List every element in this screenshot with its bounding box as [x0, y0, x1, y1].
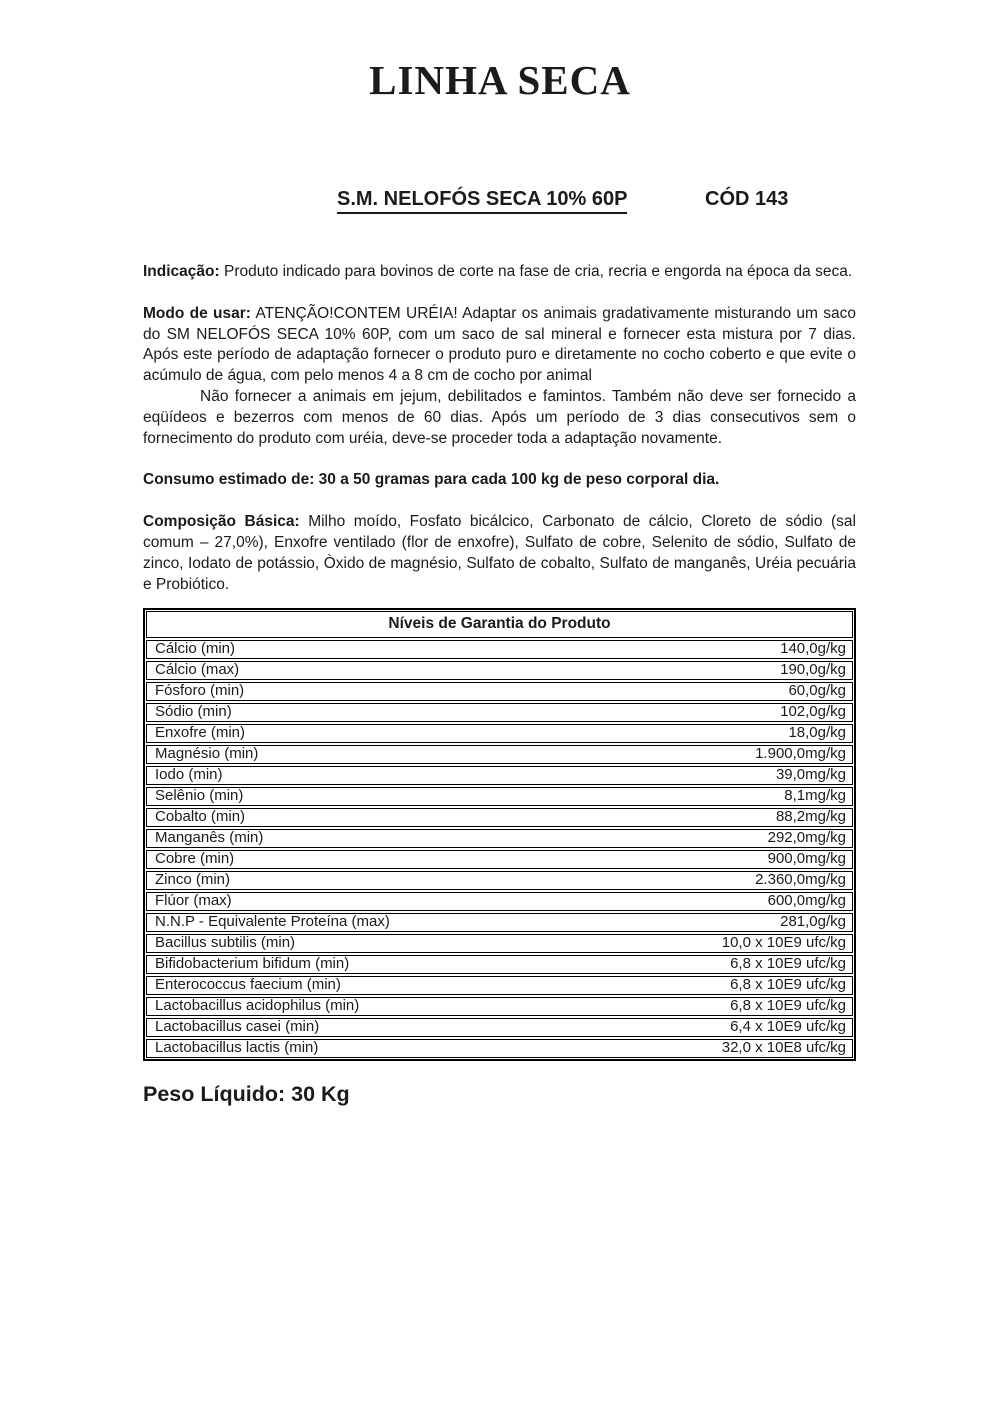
table-row: [146, 892, 853, 911]
table-row-value: 6,8 x 10E9 ufc/kg: [730, 955, 846, 973]
table-row-value: 2.360,0mg/kg: [755, 871, 846, 889]
table-row-value: 900,0mg/kg: [767, 850, 846, 868]
document-body: [0, 262, 1000, 1107]
table-row-value: 600,0mg/kg: [767, 892, 846, 910]
table-row-label: Iodo (min): [155, 766, 223, 784]
table-row-value: 102,0g/kg: [780, 703, 846, 721]
table-row-value: 140,0g/kg: [780, 640, 846, 658]
table-row: [146, 955, 853, 974]
product-code: CÓD 143: [705, 188, 789, 210]
guarantee-table-header: Níveis de Garantia do Produto: [146, 611, 853, 638]
table-row-label: Enxofre (min): [155, 724, 246, 742]
table-row-value: 6,8 x 10E9 ufc/kg: [730, 976, 846, 994]
table-row-label: Zinco (min): [155, 871, 231, 889]
product-header: [0, 188, 1000, 218]
table-row-value: 190,0g/kg: [780, 661, 846, 679]
table-row-label: Lactobacillus acidophilus (min): [155, 997, 360, 1015]
table-row: [146, 787, 853, 806]
table-row: [146, 976, 853, 995]
table-row: [146, 997, 853, 1016]
table-row: [146, 766, 853, 785]
paragraph-indicacao: [143, 262, 856, 283]
table-row: [146, 1039, 853, 1058]
guarantee-table: [143, 608, 856, 1061]
table-row-value: 32,0 x 10E8 ufc/kg: [721, 1039, 846, 1057]
table-row: [146, 934, 853, 953]
paragraph-modo-de-usar: [143, 304, 856, 387]
guarantee-table-rows: [146, 640, 853, 1058]
composicao-text: Milho moído, Fosfato bicálcico, Carbonato de cálcio, Cloreto de sódio (sal comum – 27,0%), Enxofre ventilado (flor de enxofre), Sulfato de cobre, Selenito de sódio, Sulfato de zinco, Iodato de potássio, Òxido de magnésio, Sulfato de cobalto, Sulfato de manganês, Uréia pecuária e Probiótico.: [143, 513, 856, 593]
table-row: [146, 661, 853, 680]
table-row: [146, 724, 853, 743]
paragraph-consumo: [143, 470, 856, 491]
table-row-label: Cálcio (min): [155, 640, 236, 658]
table-row-label: Lactobacillus lactis (min): [155, 1039, 319, 1057]
table-row-value: 10,0 x 10E9 ufc/kg: [721, 934, 846, 952]
indicacao-text: Produto indicado para bovinos de corte na fase de cria, recria e engorda na época da seca.: [223, 263, 853, 280]
table-row: [146, 1018, 853, 1037]
table-row: [146, 808, 853, 827]
table-row: [146, 682, 853, 701]
table-row-label: Sódio (min): [155, 703, 232, 721]
table-row-label: Cobre (min): [155, 850, 235, 868]
modo-de-usar-text: ATENÇÃO!CONTEM URÉIA! Adaptar os animais gradativamente misturando um saco do SM NELOFÓS SECA 10% 60P, com um saco de sal mineral e fornecer esta mistura por 7 dias. Após este período de adaptação fornecer o produto puro e diretamente no cocho coberto e que evite o acúmulo de água, com pelo menos 4 a 8 cm de cocho por animal: [143, 304, 856, 385]
consumo-text: Consumo estimado de: 30 a 50 gramas para cada 100 kg de peso corporal dia.: [143, 471, 720, 489]
table-row-label: N.N.P - Equivalente Proteína (max): [155, 913, 390, 931]
table-row-label: Bifidobacterium bifidum (min): [155, 955, 350, 973]
table-row-value: 88,2mg/kg: [775, 808, 846, 826]
table-row-label: Enterococcus faecium (min): [155, 976, 341, 994]
table-row-value: 18,0g/kg: [788, 724, 846, 742]
product-name: S.M. NELOFÓS SECA 10% 60P: [337, 188, 627, 214]
table-row: [146, 913, 853, 932]
table-row-label: Magnésio (min): [155, 745, 259, 763]
table-row-value: 60,0g/kg: [788, 682, 846, 700]
paragraph-composicao: [143, 512, 856, 595]
table-row: [146, 829, 853, 848]
table-row-label: Manganês (min): [155, 829, 264, 847]
composicao-label: Composição Básica:: [143, 513, 300, 531]
table-row-label: Fósforo (min): [155, 682, 245, 700]
table-row-label: Cobalto (min): [155, 808, 246, 826]
table-row-value: 292,0mg/kg: [767, 829, 846, 847]
table-row: [146, 640, 853, 659]
modo-de-usar-label: Modo de usar:: [143, 304, 251, 322]
table-row-label: Lactobacillus casei (min): [155, 1018, 320, 1036]
indicacao-label: Indicação:: [143, 263, 220, 280]
table-row-value: 6,4 x 10E9 ufc/kg: [730, 1018, 846, 1036]
table-row: [146, 871, 853, 890]
table-row-label: Cálcio (max): [155, 661, 240, 679]
modo-de-usar-continuation-text: Não fornecer a animais em jejum, debilitados e famintos. Também não deve ser fornecido a eqüídeos e bezerros com menos de 60 dias. Após um período de 3 dias consecutivos sem o fornecimento do produto com uréia, deve-se proceder toda a adaptação novamente.: [143, 387, 856, 447]
table-row: [146, 745, 853, 764]
table-row-label: Bacillus subtilis (min): [155, 934, 296, 952]
paragraph-modo-de-usar-continuation: [143, 387, 856, 449]
table-row-value: 1.900,0mg/kg: [755, 745, 846, 763]
table-row-value: 39,0mg/kg: [775, 766, 846, 784]
net-weight: Peso Líquido: 30 Kg: [143, 1082, 350, 1107]
table-row-value: 6,8 x 10E9 ufc/kg: [730, 997, 846, 1015]
table-row: [146, 703, 853, 722]
page-title: LINHA SECA: [369, 57, 631, 103]
table-row-label: Flúor (max): [155, 892, 232, 910]
table-row-value: 281,0g/kg: [780, 913, 846, 931]
table-row-label: Selênio (min): [155, 787, 244, 805]
table-row-value: 8,1mg/kg: [784, 787, 846, 805]
table-row: [146, 850, 853, 869]
